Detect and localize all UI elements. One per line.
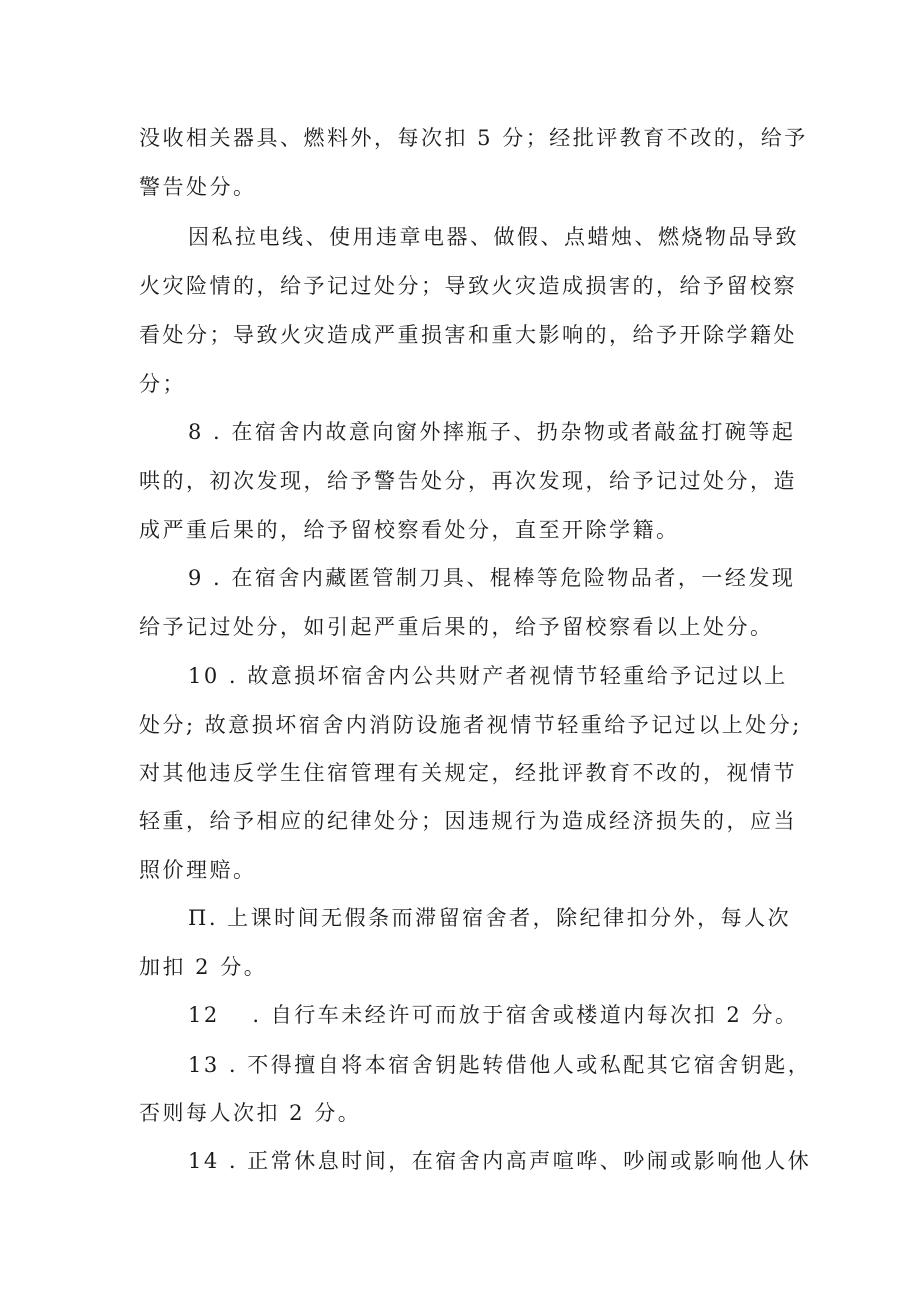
text-line: 没收相关器具、燃料外，每次扣 5 分；经批评教育不改的，给予 bbox=[139, 126, 808, 150]
item-9-line: 9 . 在宿舍内藏匿管制刀具、棍棒等危险物品者，一经发现 bbox=[188, 566, 796, 590]
text-line: 处分; 故意损坏宿舍内消防设施者视情节轻重给予记过以上处分; bbox=[139, 713, 802, 737]
text-line: 分； bbox=[139, 372, 186, 396]
item-11-line: Π. 上课时间无假条而滞留宿舍者，除纪律扣分外，每人次 bbox=[188, 906, 792, 930]
item-13-line: 13 . 不得擅自将本宿舍钥匙转借他人或私配其它宿舍钥匙， bbox=[188, 1053, 812, 1077]
item-10-line: 10 . 故意损坏宿舍内公共财产者视情节轻重给予记过以上 bbox=[188, 664, 788, 688]
text-line: 照价理赔。 bbox=[139, 858, 257, 882]
text-line: 轻重，给予相应的纪律处分；因违规行为造成经济损失的，应当 bbox=[139, 809, 797, 833]
paragraph-start-line: 因私拉电线、使用违章电器、做假、点蜡烛、燃烧物品导致 bbox=[188, 225, 799, 249]
text-line: 看处分；导致火灾造成严重损害和重大影响的，给予开除学籍处 bbox=[139, 323, 797, 347]
text-line: 成严重后果的，给予留校察看处分，直至开除学籍。 bbox=[139, 518, 680, 542]
item-14-line: 14 . 正常休息时间，在宿舍内高声喧哗、吵闹或影响他人休 bbox=[188, 1149, 812, 1173]
text-line: 否则每人次扣 2 分。 bbox=[139, 1101, 362, 1125]
text-line: 火灾险情的，给予记过处分；导致火灾造成损害的，给予留校察 bbox=[139, 274, 797, 298]
text-line: 加扣 2 分。 bbox=[139, 955, 268, 979]
text-line: 给予记过处分，如引起严重后果的，给予留校察看以上处分。 bbox=[139, 615, 774, 639]
item-12-line: 12 . 自行车未经许可而放于宿舍或楼道内每次扣 2 分。 bbox=[188, 1003, 799, 1027]
text-line: 哄的，初次发现，给予警告处分，再次发现，给予记过处分，造 bbox=[139, 469, 797, 493]
item-8-line: 8 . 在宿舍内故意向窗外摔瓶子、扔杂物或者敲盆打碗等起 bbox=[188, 420, 796, 444]
text-line: 警告处分。 bbox=[139, 175, 257, 199]
text-line: 对其他违反学生住宿管理有关规定，经批评教育不改的，视情节 bbox=[139, 761, 797, 785]
